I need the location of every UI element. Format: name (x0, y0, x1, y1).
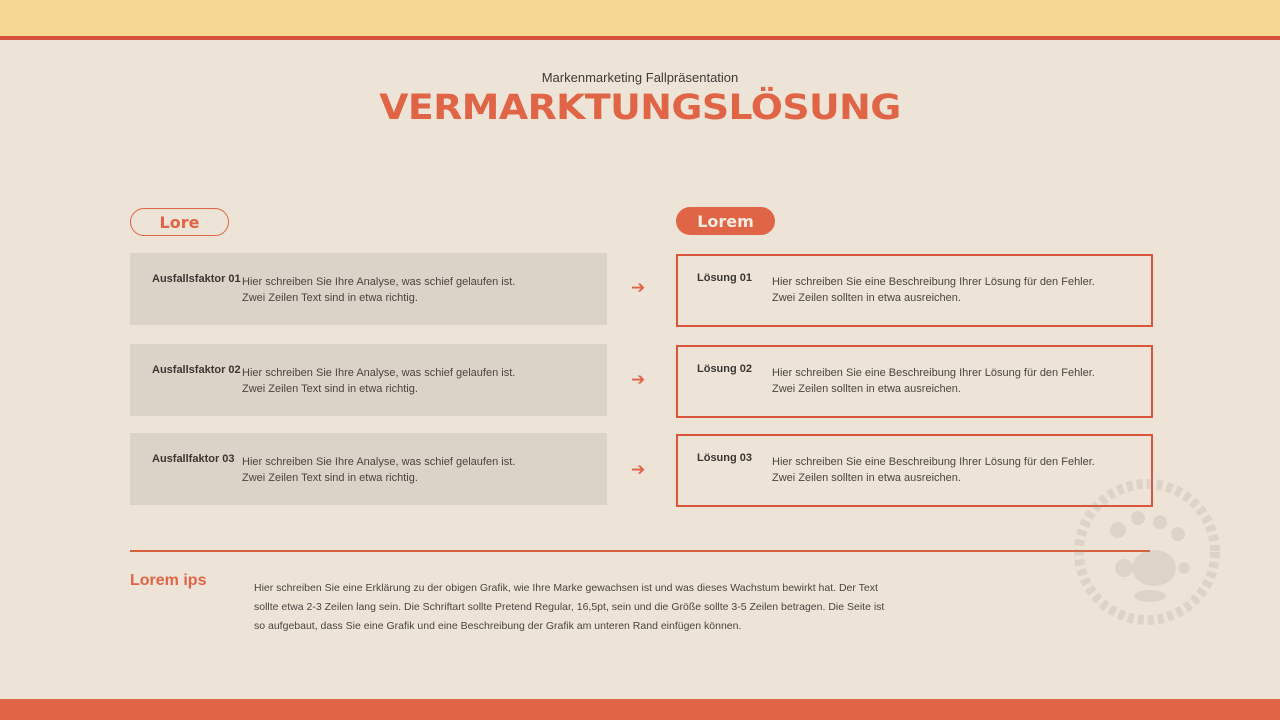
slide-subtitle: Markenmarketing Fallpräsentation (541, 70, 739, 85)
failure-card-3 (130, 433, 607, 505)
footer-line-2: sollte etwa 2-3 Zeilen lang sein. Die Schriftart sollte Pretend Regular, 16,5pt, sein und die Größe sollte 3-5 Zeilen betragen. Die Seite ist (254, 601, 885, 613)
failure-description (242, 454, 515, 486)
solution-line-1: Hier schreiben Sie eine Beschreibung Ihrer Lösung für den Fehler. (772, 367, 1095, 379)
failure-label: Ausfallfaktor 03 (152, 453, 235, 465)
bottom-band (0, 699, 1280, 720)
arrow-right-icon: ➔ (631, 460, 646, 479)
solution-description (772, 365, 1095, 397)
failure-line-1: Hier schreiben Sie Ihre Analyse, was schief gelaufen ist. (242, 276, 516, 288)
footer-line-3: so aufgebaut, dass Sie eine Grafik und eine Beschreibung der Grafik am unteren Rand einfügen können. (254, 620, 742, 632)
solution-description (772, 274, 1095, 306)
failure-line-2: Zwei Zeilen Text sind in etwa richtig. (242, 383, 418, 395)
coffee-stamp-icon (1072, 472, 1222, 632)
failure-description (242, 365, 515, 397)
solution-card-2 (676, 345, 1153, 418)
solution-label: Lösung 03 (697, 452, 753, 464)
top-band (0, 0, 1280, 36)
footer-description (254, 579, 934, 636)
failure-line-1: Hier schreiben Sie Ihre Analyse, was schief gelaufen ist. (242, 367, 516, 379)
slide-title: VERMARKTUNGSLÖSUNG (379, 88, 901, 128)
footer-heading: Lorem ips (130, 572, 207, 589)
section-divider (130, 550, 1150, 552)
failure-card-2 (130, 344, 607, 416)
solution-line-2: Zwei Zeilen sollten in etwa ausreichen. (772, 383, 961, 395)
failure-description (242, 274, 515, 306)
failure-column-pill: Lore (130, 208, 229, 236)
failure-line-2: Zwei Zeilen Text sind in etwa richtig. (242, 472, 418, 484)
failure-label: Ausfallsfaktor 01 (152, 273, 241, 285)
solution-line-2: Zwei Zeilen sollten in etwa ausreichen. (772, 292, 961, 304)
solution-column-pill: Lorem (676, 207, 775, 235)
top-rule (0, 36, 1280, 40)
solution-label: Lösung 01 (697, 272, 753, 284)
arrow-right-icon: ➔ (631, 278, 646, 297)
failure-label: Ausfallsfaktor 02 (152, 364, 241, 376)
failure-line-1: Hier schreiben Sie Ihre Analyse, was schief gelaufen ist. (242, 456, 516, 468)
solution-line-1: Hier schreiben Sie eine Beschreibung Ihrer Lösung für den Fehler. (772, 276, 1095, 288)
footer-line-1: Hier schreiben Sie eine Erklärung zu der obigen Grafik, wie Ihre Marke gewachsen ist und was dieses Wachstum bewirkt hat. Der Text (254, 582, 878, 594)
failure-line-2: Zwei Zeilen Text sind in etwa richtig. (242, 292, 418, 304)
solution-card-1 (676, 254, 1153, 327)
solution-description (772, 454, 1095, 486)
failure-card-1 (130, 253, 607, 325)
solution-line-2: Zwei Zeilen sollten in etwa ausreichen. (772, 472, 961, 484)
arrow-right-icon: ➔ (631, 370, 646, 389)
solution-line-1: Hier schreiben Sie eine Beschreibung Ihrer Lösung für den Fehler. (772, 456, 1095, 468)
solution-label: Lösung 02 (697, 363, 753, 375)
